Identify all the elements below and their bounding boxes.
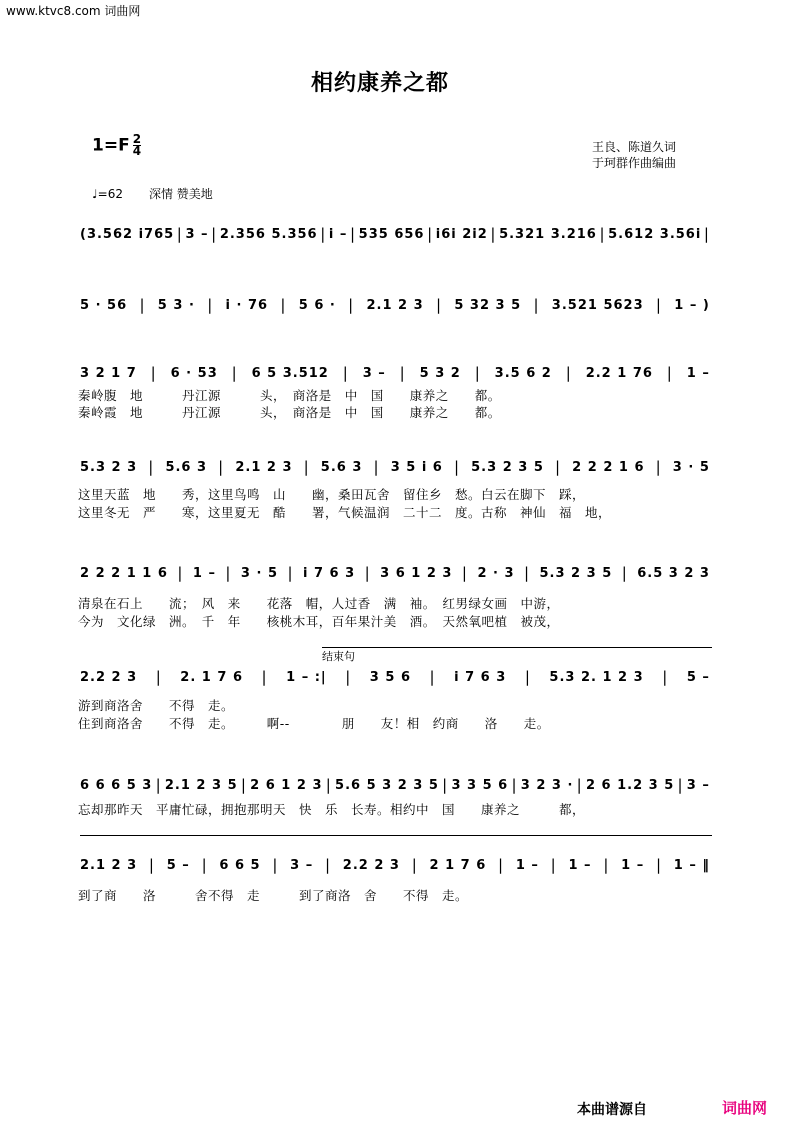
barline: |	[225, 564, 232, 582]
brand-label: 词曲网	[722, 1099, 768, 1117]
measure: 6 6 5	[219, 857, 261, 873]
measure: i6i 2i2	[435, 226, 488, 242]
barline: |	[325, 776, 332, 794]
notation-row	[80, 296, 710, 314]
lyric-line: 清泉在石上 流； 风 来 花落 帽，人过香 满 袖。 红男绿女画 中游，	[78, 596, 560, 611]
measure: 3 6 1 2 3	[380, 565, 453, 581]
lyric-line: 到了商 洛 舍不得 走 到了商洛 舍 不得 走。	[78, 888, 469, 903]
measure: 1 –	[568, 857, 592, 873]
barline: |	[599, 225, 606, 243]
measure: 6 5 3.512	[251, 365, 329, 381]
time-sig-bottom: 4	[132, 144, 142, 158]
lyricist-credit: 王良、陈道久词	[592, 140, 677, 154]
barline: |	[201, 856, 208, 874]
measure: 5.6 3	[165, 459, 208, 475]
measure: 5 –	[686, 669, 710, 685]
song-title: 相约康养之都	[310, 71, 449, 96]
measure: 535 656	[358, 226, 425, 242]
measure: 2 6 1 2 3	[250, 777, 323, 793]
barline: |	[155, 668, 162, 686]
measure: 2.1 2 3	[235, 459, 293, 475]
notation-row	[80, 225, 710, 243]
measure: 3 · 5	[240, 565, 279, 581]
measure: (3.562 i765	[80, 226, 175, 242]
measure: 5 · 56	[80, 297, 128, 313]
measure: 2.1 2 3 5	[164, 777, 238, 793]
barline: |	[373, 458, 380, 476]
measure: 1 –	[686, 365, 710, 381]
composer-credit: 于珂群作曲编曲	[592, 156, 677, 170]
measure: 5.321 3.216	[499, 226, 597, 242]
barline: |	[176, 225, 183, 243]
notation-row	[80, 856, 710, 874]
measure: 5.3 2. 1 2 3	[549, 669, 644, 685]
notation-row	[80, 564, 710, 582]
barline: |	[272, 856, 279, 874]
end-marker: 结束句	[322, 650, 355, 663]
measure: 5 6 ·	[298, 297, 336, 313]
measure: 5.612 3.56i	[608, 226, 702, 242]
barline: |	[523, 564, 531, 582]
barline: |	[231, 364, 238, 382]
barline: |	[565, 364, 572, 382]
barline: |	[442, 776, 449, 794]
measure: 3 · 5	[672, 459, 710, 475]
measure: 1 –	[621, 857, 645, 873]
barline: |	[655, 856, 663, 874]
measure: 5.3 2 3 5	[471, 459, 544, 475]
measure: 1 – :|	[286, 669, 327, 685]
barline: |	[453, 458, 461, 476]
barline: |	[211, 225, 218, 243]
barline: |	[677, 776, 684, 794]
tempo-marking	[92, 185, 213, 202]
barline: |	[148, 458, 155, 476]
barline: |	[399, 364, 406, 382]
ending-bracket-line	[322, 647, 712, 648]
barline: |	[364, 564, 371, 582]
measure: 6 · 53	[170, 365, 218, 381]
barline: |	[155, 776, 162, 794]
measure: 3 –	[185, 226, 209, 242]
barline: |	[280, 296, 287, 314]
barline: |	[139, 296, 146, 314]
key-signature	[92, 134, 141, 157]
measure: 3 2 1 7	[80, 365, 137, 381]
time-signature	[133, 134, 141, 157]
measure: 3 –	[290, 857, 314, 873]
notation-row	[80, 776, 710, 794]
lyric-line: 今为 文化绿 洲。 千 年 核桃木耳，百年果汁美 酒。 天然氧吧植 被茂，	[78, 614, 560, 629]
barline: |	[342, 364, 349, 382]
barline: |	[550, 856, 557, 874]
barline: |	[345, 668, 352, 686]
barline: |	[348, 296, 355, 314]
measure: 2 1 7 6	[429, 857, 487, 873]
measure: 2 2 2 1 6	[572, 459, 645, 475]
barline: |	[555, 458, 562, 476]
tempo-value: ♩=62	[92, 187, 123, 201]
barline: |	[662, 668, 669, 686]
measure: 3 3 5 6	[451, 777, 509, 793]
barline: |	[474, 364, 481, 382]
barline: |	[603, 856, 610, 874]
lyric-line: 这里冬无 严 寒，这里夏无 酷 署，气候温润 二十二 度。古称 神仙 福 地，	[78, 505, 612, 520]
notation-row	[80, 458, 710, 476]
measure: i 7 6 3	[454, 669, 507, 685]
measure: 2.1 2 3	[80, 857, 138, 873]
barline: |	[435, 296, 443, 314]
key-label: 1=F	[92, 135, 130, 156]
measure: 5.6 5 3 2 3 5	[335, 777, 439, 793]
measure: 5 3 2	[419, 365, 461, 381]
barline: |	[240, 776, 247, 794]
barline: |	[150, 364, 157, 382]
measure: 6.5 3 2 3	[637, 565, 710, 581]
barline: |	[349, 225, 357, 243]
measure: i 7 6 3	[302, 565, 356, 581]
measure: 1 – )	[674, 297, 710, 313]
barline: |	[621, 564, 628, 582]
barline: |	[461, 564, 468, 582]
lyric-line: 游到商洛舍 不得 走。	[78, 698, 235, 713]
measure: 5.3 2 3 5	[539, 565, 613, 581]
measure: 3 –	[362, 365, 386, 381]
barline: |	[429, 668, 436, 686]
measure: 3.5 6 2	[494, 365, 552, 381]
notation-row	[80, 364, 710, 382]
measure: 2 2 2 1 1 6	[80, 565, 168, 581]
measure: 3 5 i 6	[390, 459, 443, 475]
barline: |	[655, 458, 662, 476]
source-label: 本曲谱源自	[577, 1102, 647, 1118]
measure: 3 2 3 ·	[520, 777, 574, 793]
barline: |	[287, 564, 294, 582]
barline: |	[666, 364, 673, 382]
measure: 5.3 2 3	[80, 459, 138, 475]
barline: |	[655, 296, 662, 314]
measure: 1 – ‖	[673, 857, 710, 873]
barline: |	[320, 225, 327, 243]
barline: |	[524, 668, 531, 686]
time-sig-top: 2	[132, 132, 142, 146]
measure: 2.1 2 3	[366, 297, 424, 313]
lyric-line: 秦岭腹 地 丹江源 头， 商洛是 中 国 康养之 都。	[78, 388, 501, 403]
measure: 3 –	[686, 777, 710, 793]
system-line	[80, 835, 712, 836]
measure: 5 –	[166, 857, 190, 873]
measure: 2 · 3	[477, 565, 515, 581]
measure: 2.2 1 76	[585, 365, 653, 381]
barline: |	[511, 776, 518, 794]
barline: |	[411, 856, 418, 874]
measure: 2. 1 7 6	[180, 669, 243, 685]
barline: |	[498, 856, 505, 874]
barline: |	[576, 776, 583, 794]
measure: 2 6 1.2 3 5	[585, 777, 675, 793]
lyric-line: 秦岭霞 地 丹江源 头， 商洛是 中 国 康养之 都。	[78, 405, 501, 420]
measure: 3 5 6	[369, 669, 411, 685]
barline: |	[533, 296, 540, 314]
site-url: www.ktvc8.com 词曲网	[6, 4, 141, 18]
measure: 2.2 2 3	[80, 669, 138, 685]
measure: 5 32 3 5	[454, 297, 522, 313]
barline: |	[324, 856, 332, 874]
measure: 2.356 5.356	[219, 226, 318, 242]
barline: |	[207, 296, 214, 314]
measure: i · 76	[225, 297, 269, 313]
measure: 2.2 2 3	[342, 857, 400, 873]
barline: |	[148, 856, 155, 874]
barline: |	[703, 225, 710, 243]
measure: 1 –	[515, 857, 539, 873]
measure: i –	[328, 226, 348, 242]
measure: 5.6 3	[320, 459, 363, 475]
barline: |	[177, 564, 184, 582]
barline: |	[261, 668, 268, 686]
lyric-line: 住到商洛舍 不得 走。 啊-- 朋 友！相 约商 洛 走。	[78, 716, 550, 731]
lyric-line: 这里天蓝 地 秀，这里鸟鸣 山 幽，桑田瓦舍 留住乡 愁。白云在脚下 踩，	[78, 487, 586, 502]
barline: |	[218, 458, 225, 476]
barline: |	[427, 225, 434, 243]
measure: 6 6 6 5 3	[80, 777, 153, 793]
lyric-line: 忘却那昨天 平庸忙碌，拥抱那明天 快 乐 长寿。相约中 国 康养之 都，	[78, 802, 586, 817]
measure: 3.521 5623	[551, 297, 644, 313]
measure: 1 –	[192, 565, 216, 581]
notation-row	[80, 668, 710, 686]
barline: |	[303, 458, 310, 476]
measure: 5 3 ·	[157, 297, 195, 313]
expression-marking: 深情 赞美地	[148, 187, 213, 201]
barline: |	[490, 225, 497, 243]
